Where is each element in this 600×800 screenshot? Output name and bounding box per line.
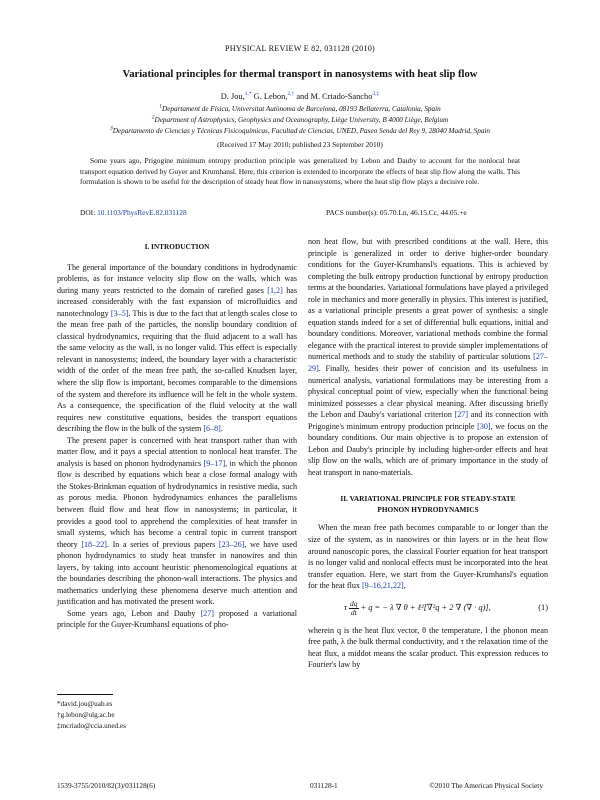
footnotes bbox=[57, 699, 126, 731]
footnote-email: *david.jou@uab.es bbox=[57, 700, 113, 708]
abstract: Some years ago, Prigogine minimum entropy production principle was generalized by Lebon and Dauby to account for the nonlocal heat transport equation derived by Guyer and Krumhansl. Here, this criterion is extended to incorporate the effects of heat slip flow along the walls. This formulation is shown to be useful for the description of steady heat flow in nanosystems, where the heat slip flow plays a decisive role. bbox=[80, 156, 520, 186]
fraction: $\frac{dq}{dt}$ bbox=[350, 598, 358, 617]
paragraph: When the mean free path becomes comparable to or longer than the size of the system, as in nanowires or thin layers or in the heat flow around nanoscopic pores, the classical Fourier equation for heat transport is no longer valid and nonlocal effects must be incorporated into the heat transfer equation. Here, we start from the Guyer-Krumhansl's equation for the heat flux [9–16,21,22], bbox=[308, 523, 548, 591]
author-name: D. Jou, bbox=[220, 92, 245, 101]
citation-link[interactable]: [30] bbox=[477, 421, 491, 431]
footnote-email: †g.lebon@ulg.ac.be bbox=[57, 710, 115, 719]
citation-link[interactable]: [9–16,21,22] bbox=[361, 581, 404, 591]
author-marker[interactable]: 1,* bbox=[244, 91, 252, 98]
doi-line: DOI: 10.1103/PhysRevE.82.031128 bbox=[80, 208, 187, 217]
citation-link[interactable]: [18–22] bbox=[81, 539, 107, 549]
left-column bbox=[57, 242, 297, 631]
page-number: 031128-1 bbox=[310, 781, 338, 790]
author-list bbox=[40, 92, 560, 101]
pacs-numbers: PACS number(s): 05.70.Ln, 46.15.Cc, 44.05.+e bbox=[326, 208, 467, 217]
equation-number: (1) bbox=[538, 603, 548, 613]
copyright: ©2010 The American Physical Society bbox=[429, 781, 543, 790]
citation-link[interactable]: [6–8] bbox=[203, 424, 221, 434]
citation-link[interactable]: [27–29] bbox=[308, 352, 548, 374]
paragraph: Some years ago, Lebon and Dauby [27] proposed a variational principle for the Guyer-Krumhansl equations of pho- bbox=[57, 608, 297, 630]
affiliation: $^2$Department of Astrophysics, Geophysics and Oceanography, Liège University, B 4000 Liège, Belgium bbox=[151, 114, 449, 124]
paragraph: non heat flow, but with prescribed conditions at the wall. Here, this principle is generalized in order to derive higher-order boundary conditions for the Guyer-Krumhansl's equations. This is achieved by completing the bulk entropy production functional by entropy production terms at the boundaries. Variational formulations have played a privileged role in mechanics and more generally in physics. This interest is justified, as a variational principle presents a great power of synthesis: a single equation stands indeed for a set of differential bulk equations, initial and boundary conditions. Moreover, variational methods combine the formal elegance with the practical interest to provide simpler implementations of numerical methods and to study the stability of particular solutions [27–29]. Finally, besides their power of concision and its usefulness in numerical analysis, variational formulations may be interesting from a physical conceptual point of view, especially when the functional being minimized possesses a clear physical meaning. After discussing briefly the Lebon and Dauby's variational criterion [27] and its connection with Prigogine's minimum entropy production principle [30], we focus on the boundary conditions. Our main objective is to propose an extension of Lebon and Dauby's principle by including higher-order effects and heat slip flow on the walls, which are of primary importance in the study of heat transport in nano-materials. bbox=[308, 237, 549, 477]
section-heading: II. VARIATIONAL PRINCIPLE FOR STEADY-STATE PHONON HYDRODYNAMICS bbox=[340, 494, 516, 514]
paper-title: Variational principles for thermal transport in nanosystems with heat slip flow bbox=[122, 69, 478, 80]
paragraph: wherein q is the heat flux vector, θ the temperature, l the phonon mean free path, λ the bulk thermal conductivity, and τ the relaxation time of the heat flux, a middot means the scalar product. This expression reduces to Fourier's law by bbox=[308, 625, 548, 670]
author-name: G. Lebon, bbox=[253, 92, 288, 101]
citation-link[interactable]: [9–17] bbox=[203, 458, 226, 468]
equation-1: τ $\frac{dq}{dt}$ + q = − λ ∇ θ + ℓ²[∇²q + 2 ∇ (∇ · q)], (1) bbox=[344, 598, 548, 617]
citation-link[interactable]: [23–26] bbox=[218, 539, 245, 549]
paragraph: The general importance of the boundary conditions in hydrodynamic problems, as for instance velocity slip flow on the walls, which was during many years restricted to the domain of rarefied gases [1,2] has increased considerably with the fast expansion of microfluidics and nanotechnology [3–5]. This is due to the fact that at length scales close to the mean free path of the particles, the nonslip boundary condition of classical hydrodynamics, requiring that the fluid adjacent to a wall has the same velocity as the wall, is no longer valid. This effect is especially relevant in nanosystems; indeed, the boundary layer with a characteristic width of the order of the mean free path, the so-called Knudsen layer, where the slip flow is important, becomes comparable to the dimensions of the system and therefore its influence will be felt in the whole system. As a consequence, the specification of the fluid velocity at the wall requires new constitutive equations, besides the transport equations describing the flow in the bulk of the system [6–8]. bbox=[57, 262, 297, 434]
paragraph: The present paper is concerned with heat transport rather than with matter flow, and it pays a special attention to nonlocal heat transfer. The analysis is based on phonon hydrodynamics [9–17], in which the phonon flow is described by equations which bear a close formal analogy with the Stokes-Brinkman equation of hydrodynamics in resistive media, such as porous media. Phonon hydrodynamics enhances the parallelisms between fluid flow and heat flow in nanosystems; in particular, it provides a good tool to apprehend the complexities of heat transfer in small systems, which has become a central topic in current transport theory [18–22]. In a series of previous papers [23–26], we have used phonon hydrodynamics to study heat transfer in nanowires and thin layers, by taking into account heuristic phenomenological equations at the boundaries describing the phonon-wall interactions. The physics and mathematics underlying these phenomena deserve much attention and justification and has motivated the present work. bbox=[57, 435, 297, 607]
citation-link[interactable]: [3–5] bbox=[110, 308, 129, 318]
footnote-email: ‡mcriado@ccia.uned.es bbox=[57, 721, 126, 730]
author-name: M. Criado-Sancho bbox=[310, 92, 373, 101]
author-marker[interactable]: 3,‡ bbox=[372, 91, 380, 98]
issn: 1539-3755/2010/82(3)/031128(6) bbox=[57, 781, 156, 790]
journal-header: PHYSICAL REVIEW E 82, 031128 (2010) bbox=[225, 44, 375, 53]
right-column bbox=[308, 236, 548, 671]
author-marker[interactable]: 2,† bbox=[287, 91, 295, 98]
received-dates: (Received 17 May 2010; published 23 September 2010) bbox=[217, 140, 383, 149]
section-heading: I. INTRODUCTION bbox=[144, 242, 210, 251]
footnote-rule bbox=[57, 694, 113, 695]
citation-link[interactable]: [27] bbox=[454, 410, 469, 420]
doi-link[interactable]: 10.1103/PhysRevE.82.031128 bbox=[97, 208, 187, 217]
citation-link[interactable]: [1,2] bbox=[267, 285, 283, 295]
author-conjunction: and bbox=[296, 92, 309, 101]
citation-link[interactable]: [27] bbox=[200, 608, 214, 618]
affiliation: $^1$Departament de Física, Universitat Autònoma de Barcelona, 08193 Bellaterra, Catalonia, Spain bbox=[159, 103, 441, 113]
affiliation: $^3$Departamento de Ciencias y Técnicas Fisicoquímicas, Facultad de Ciencias, UNED, Paseo Senda del Rey 9, 28040 Madrid, Spain bbox=[109, 125, 491, 135]
